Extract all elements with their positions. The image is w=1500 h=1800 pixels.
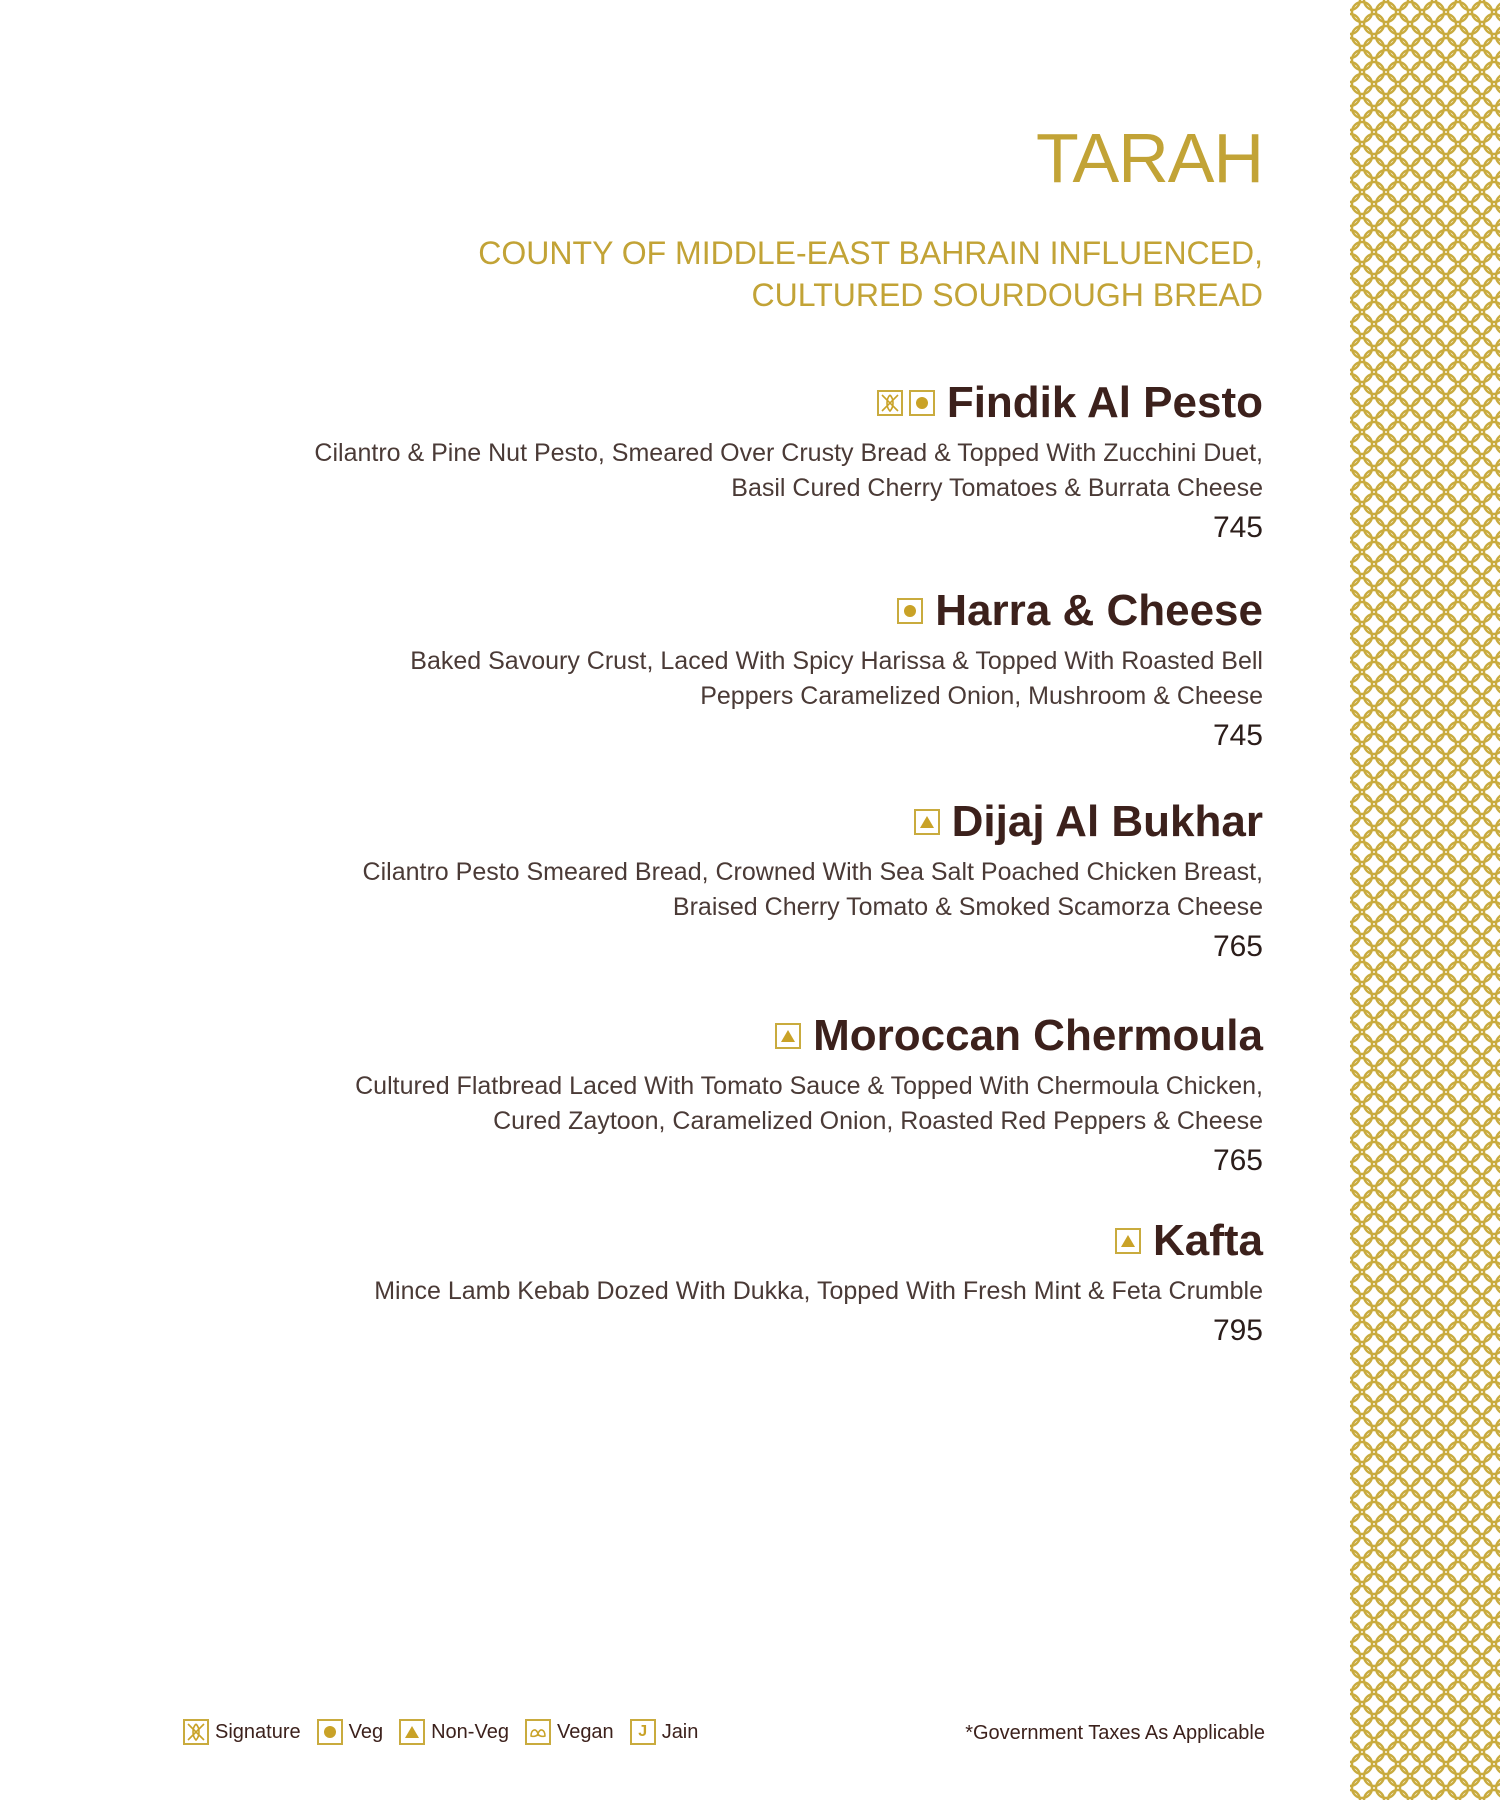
veg-icon [897, 598, 923, 624]
item-price: 745 [1212, 511, 1263, 544]
non-veg-icon [914, 809, 940, 835]
tax-note: *Government Taxes As Applicable [965, 1722, 1265, 1744]
signature-icon [877, 390, 903, 416]
menu-item-harra-cheese [200, 586, 1263, 754]
legend-label: Jain [661, 1720, 699, 1743]
item-description-line: Peppers Caramelized Onion, Mushroom & Cheese [700, 682, 1263, 710]
item-description-line: Cilantro Pesto Smeared Bread, Crowned With Sea Salt Poached Chicken Breast, [362, 858, 1263, 886]
item-header [200, 586, 1263, 636]
item-name: Moroccan Chermoula [813, 1011, 1263, 1060]
dietary-legend [183, 1719, 698, 1745]
lattice-pattern [1350, 0, 1500, 1800]
item-description-line: Cultured Flatbread Laced With Tomato Sauce & Topped With Chermoula Chicken, [355, 1072, 1263, 1100]
jain-symbol: J [638, 1723, 648, 1740]
item-description-line: Basil Cured Cherry Tomatoes & Burrata Cheese [731, 474, 1263, 502]
item-description-line: Braised Cherry Tomato & Smoked Scamorza Cheese [672, 893, 1263, 921]
item-price: 745 [1212, 719, 1263, 752]
menu-item-kafta [200, 1216, 1263, 1349]
jain-icon [630, 1719, 656, 1745]
legend-label: Signature [215, 1720, 301, 1743]
item-header [200, 797, 1263, 847]
item-description-line: Cilantro & Pine Nut Pesto, Smeared Over Crusty Bread & Topped With Zucchini Duet, [314, 439, 1263, 467]
legend-vegan [525, 1719, 614, 1745]
item-header [200, 1011, 1263, 1061]
item-name: Harra & Cheese [935, 586, 1263, 635]
item-description [200, 436, 1263, 506]
menu-title: TARAH [1035, 119, 1263, 197]
item-price: 795 [1212, 1314, 1263, 1347]
non-veg-icon [775, 1023, 801, 1049]
item-description-line: Baked Savoury Crust, Laced With Spicy Harissa & Topped With Roasted Bell [410, 647, 1263, 675]
menu-subtitle [263, 232, 1263, 316]
legend-jain [630, 1719, 699, 1745]
item-header [200, 1216, 1263, 1266]
legend-signature [183, 1719, 301, 1745]
item-description [200, 1069, 1263, 1139]
item-price: 765 [1212, 1144, 1263, 1177]
subtitle-line-2: CULTURED SOURDOUGH BREAD [751, 277, 1263, 313]
veg-icon [909, 390, 935, 416]
item-description [200, 644, 1263, 714]
legend-non-veg [399, 1719, 509, 1745]
legend-veg [317, 1719, 383, 1745]
legend-label: Vegan [556, 1720, 614, 1743]
item-name: Kafta [1152, 1216, 1263, 1265]
legend-label: Veg [348, 1720, 384, 1743]
signature-icon [183, 1719, 209, 1745]
item-description-line: Mince Lamb Kebab Dozed With Dukka, Topped With Fresh Mint & Feta Crumble [374, 1277, 1263, 1305]
subtitle-line-1: COUNTY OF MIDDLE-EAST BAHRAIN INFLUENCED, [478, 235, 1263, 271]
non-veg-icon [399, 1719, 425, 1745]
item-description [200, 1274, 1263, 1309]
vegan-leaf-icon [525, 1719, 551, 1745]
veg-icon [317, 1719, 343, 1745]
item-description [200, 855, 1263, 925]
menu-item-moroccan-chermoula [200, 1011, 1263, 1179]
non-veg-icon [1115, 1228, 1141, 1254]
item-description-line: Cured Zaytoon, Caramelized Onion, Roasted Red Peppers & Cheese [493, 1107, 1263, 1135]
decorative-pattern-strip [1350, 0, 1500, 1800]
item-price: 765 [1212, 930, 1263, 963]
legend-label: Non-Veg [431, 1720, 509, 1743]
menu-item-dijaj-al-bukhar [200, 797, 1263, 965]
item-name: Dijaj Al Bukhar [951, 797, 1263, 846]
item-name: Findik Al Pesto [946, 378, 1263, 427]
menu-item-findik-al-pesto [200, 378, 1263, 546]
item-header [200, 378, 1263, 428]
